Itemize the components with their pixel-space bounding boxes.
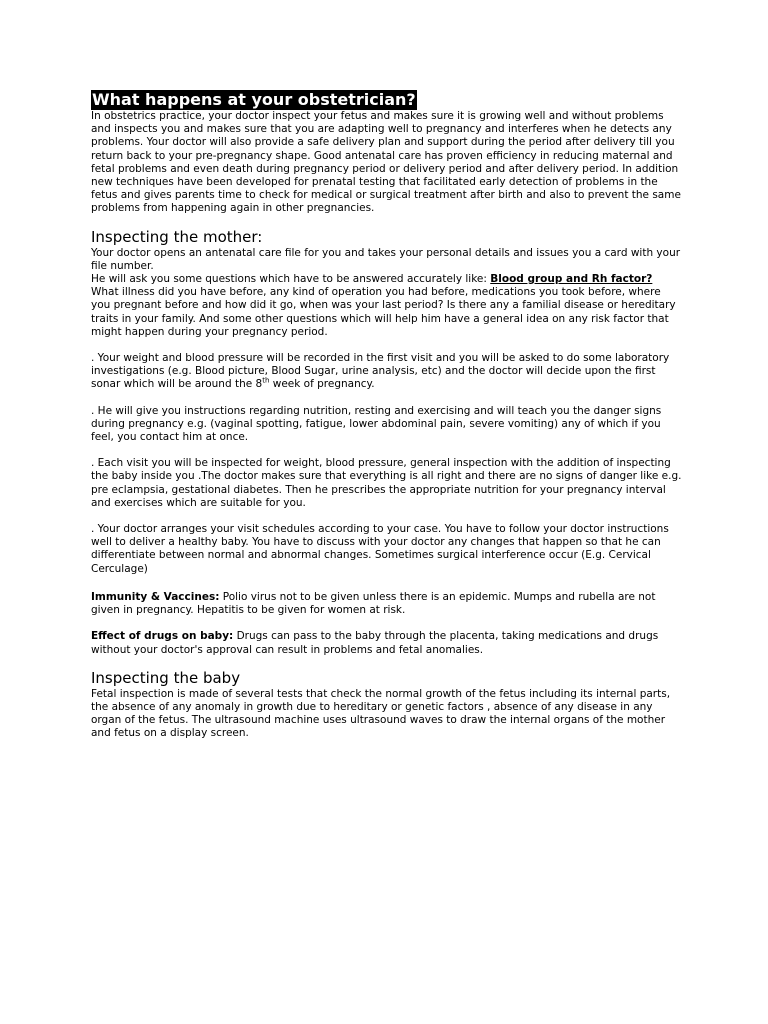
- mother-paragraph-instructions: . He will give you instructions regarding nutrition, resting and exercising and will teach you the danger signs during pregnancy e.g. (vaginal spotting, fatigue, lower abdominal pain, severe vomiting) any of which if you feel, you contact him at once.: [91, 404, 662, 444]
- drugs-paragraph: [91, 630, 683, 656]
- mother-paragraph-schedule: . Your doctor arranges your visit schedules according to your case. You have to follow your doctor instructions well to deliver a healthy baby. You have to discuss with your doctor any changes that happen so that he can differentiate between normal and abnormal changes. Sometimes surgical interference occur (E.g. Cervical Cerculage): [91, 523, 669, 575]
- mother-paragraph-questions: [91, 273, 683, 339]
- intro-paragraph: In obstetrics practice, your doctor inspect your fetus and makes sure it is growing well and without problems and inspects you and makes sure that you are adapting well to pregnancy and interferes when he detects any problems. Your doctor will also provide a safe delivery plan and support during the period after delivery till you return back to your pre-pregnancy shape. Good antenatal care has proven efficiency in reducing maternal and fetal problems and even death during pregnancy period or delivery period and after delivery period. In addition new techniques have been developed for prenatal testing that facilitated early detection of problems in the fetus and gives parents time to check for medical or surgical treatment after birth and also to prevent the same problems from happening again in other pregnancies.: [91, 110, 681, 215]
- mother-paragraph-file: Your doctor opens an antenatal care file for you and takes your personal details and issues you a card with your file number.: [91, 246, 681, 272]
- weight-text: . Your weight and blood pressure will be recorded in the first visit and you will be asked to do some laboratory investigations (e.g. Blood picture, Blood Sugar, urine analysis, etc) and the doctor will decide upon the first sonar which will be around the 8: [91, 352, 670, 391]
- heading-inspecting-baby: Inspecting the baby: [91, 668, 241, 687]
- page-title: What happens at your obstetrician?: [92, 90, 416, 109]
- drugs-label: Effect of drugs on baby:: [91, 630, 234, 643]
- mother-paragraph-visits: . Each visit you will be inspected for weight, blood pressure, general inspection with the addition of inspecting the baby inside you .The doctor makes sure that everything is all right and there are no signs of danger like e.g. pre eclampsia, gestational diabetes. Then he prescribes the appropriate nutrition for your pregnancy interval and exercises which are suitable for you.: [91, 457, 682, 509]
- questions-intro-text: He will ask you some questions which have to be answered accurately like:: [91, 273, 491, 286]
- baby-paragraph: Fetal inspection is made of several tests that check the normal growth of the fetus including its internal parts, the absence of any anomaly in growth due to hereditary or genetic factors , absence of any disease in any organ of the fetus. The ultrasound machine uses ultrasound waves to draw the internal organs of the mother and fetus on a display screen.: [91, 687, 671, 740]
- heading-inspecting-mother: Inspecting the mother:: [91, 227, 263, 246]
- drugs-text: Drugs can pass to the baby through the placenta, taking medications and drugs without your doctor's approval can result in problems and fetal anomalies.: [91, 630, 659, 656]
- weight-text-end: week of pregnancy.: [269, 378, 375, 391]
- ordinal-superscript: th: [262, 376, 270, 385]
- immunity-text: Polio virus not to be given unless there is an epidemic. Mumps and rubella are not given in pregnancy. Hepatitis to be given for women at risk.: [91, 590, 656, 617]
- immunity-paragraph: [91, 591, 683, 617]
- blood-group-emphasis: Blood group and Rh factor?: [490, 273, 653, 286]
- document-page: [91, 90, 683, 741]
- mother-paragraph-weight: [91, 352, 683, 392]
- immunity-label: Immunity & Vaccines:: [91, 590, 220, 603]
- questions-rest-text: What illness did you have before, any kind of operation you had before, medications you took before, where you pregnant before and how did it go, when was your last period? Is there any a familial disease or hereditary traits in your family. And some other questions which will help him have a general idea on any risk factor that might happen during your pregnancy period.: [91, 286, 676, 338]
